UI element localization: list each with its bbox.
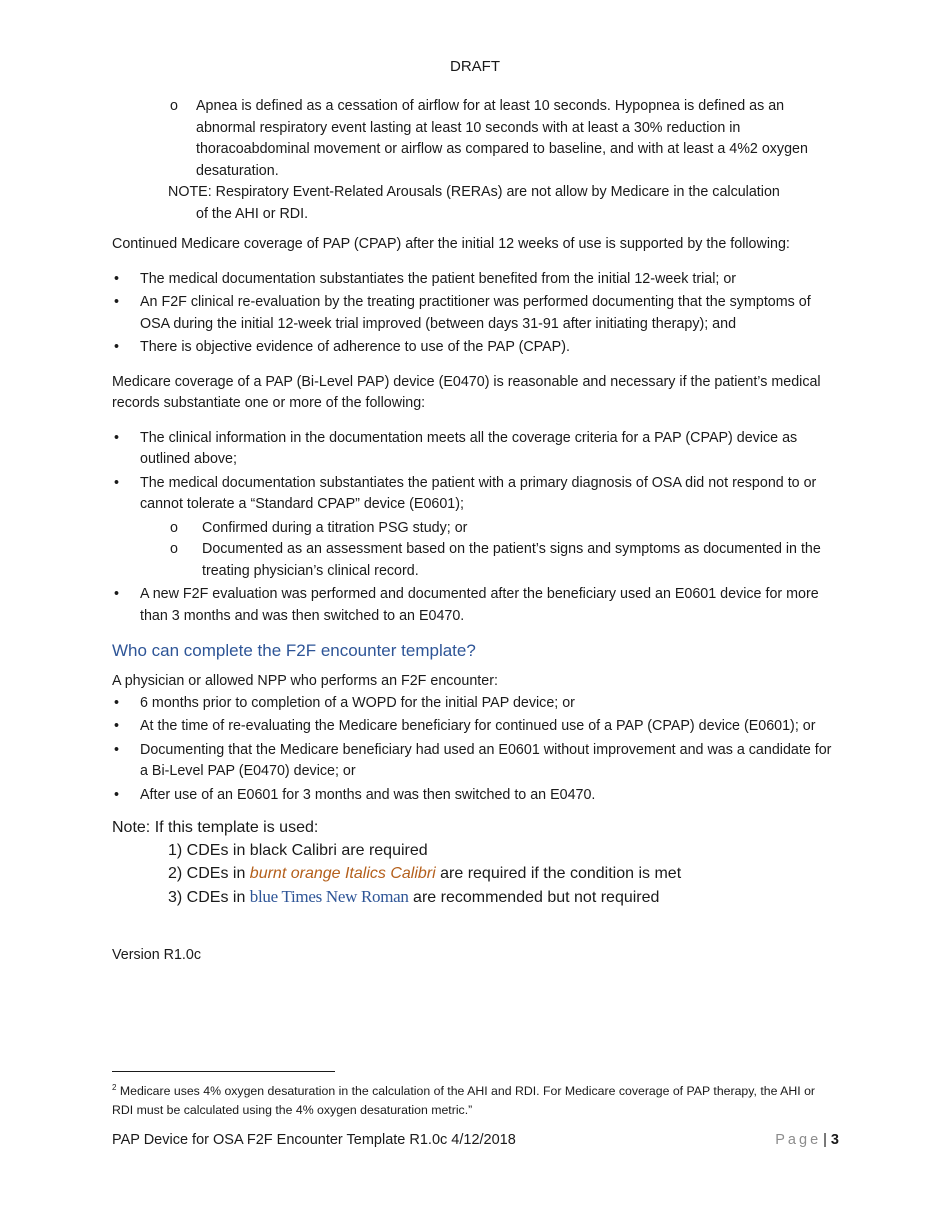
bullet-text: After use of an E0601 for 3 months and was then switched to an E0470. xyxy=(140,786,596,803)
note-line-1: 1) CDEs in black Calibri are required xyxy=(168,842,428,859)
bullet-text: The medical documentation substantiates the patient benefited from the initial 12-week trial; or xyxy=(140,270,737,287)
apnea-definition: Apnea is defined as a cessation of airflow for at least 10 seconds. Hypopnea is defined as an abnormal respiratory event lasting at least 10 seconds with at least a 30% reduction in thoracoabdominal movement or airflow as compared to baseline, and with at least a 4%2 oxygen desaturation. xyxy=(196,98,808,179)
page-word: Page xyxy=(775,1132,822,1148)
list-item xyxy=(112,740,837,783)
list-item xyxy=(112,716,837,738)
bullet-icon: • xyxy=(114,586,120,602)
sub-text: Confirmed during a titration PSG study; or xyxy=(202,519,468,536)
footnote-number: 2 xyxy=(112,1083,117,1092)
note-title: Note: If this template is used: xyxy=(112,819,319,836)
note-line-2-pre: 2) CDEs in xyxy=(168,865,250,882)
page-content xyxy=(112,96,837,967)
version-label: Version R1.0c xyxy=(112,947,202,963)
bullet-icon: • xyxy=(114,429,120,446)
sub-item xyxy=(112,539,837,582)
circle-bullet-icon: o xyxy=(170,541,178,557)
list-item xyxy=(112,337,837,359)
bullet-icon: • xyxy=(114,270,120,287)
note-line-2-orange: burnt orange Italics Calibri xyxy=(249,865,436,882)
bullet-text: 6 months prior to completion of a WOPD for the initial PAP device; or xyxy=(140,694,575,711)
footnote-text: Medicare uses 4% oxygen desaturation in the calculation of the AHI and RDI. For Medicare coverage of PAP therapy, the AHI or RDI must be calculated using the 4% oxygen desaturation metric.” xyxy=(112,1084,816,1117)
note-line-2-post: are required if the condition is met xyxy=(435,865,682,882)
list-item xyxy=(112,693,837,715)
bullet-icon: • xyxy=(114,786,120,803)
bilevel-bullets xyxy=(112,428,837,628)
footnote xyxy=(112,1079,837,1119)
continued-bullets xyxy=(112,269,837,359)
bullet-icon: • xyxy=(114,474,120,491)
rera-note-line2: of the AHI or RDI. xyxy=(196,205,309,222)
bullet-icon: • xyxy=(114,294,120,310)
list-item xyxy=(112,473,837,583)
bullet-icon: • xyxy=(114,741,120,758)
bullet-icon: • xyxy=(114,694,120,711)
list-item xyxy=(112,785,837,807)
who-intro: A physician or allowed NPP who performs an F2F encounter: xyxy=(112,673,498,689)
note-line-3-pre: 3) CDEs in xyxy=(168,889,250,906)
apnea-list xyxy=(112,96,837,182)
rera-note-line1: NOTE: Respiratory Event-Related Arousals (RERAs) are not allow by Medicare in the calculation xyxy=(168,184,780,200)
bullet-text: At the time of re-evaluating the Medicare beneficiary for continued use of a PAP (CPAP) device (E0601); or xyxy=(140,718,816,734)
list-item xyxy=(112,96,837,182)
note-line-2 xyxy=(112,862,837,885)
note-line-3-post: are recommended but not required xyxy=(408,889,660,906)
note-line-3-blue: blue Times New Roman xyxy=(249,887,409,906)
page-number: 3 xyxy=(830,1132,839,1148)
bullet-text: The medical documentation substantiates the patient with a primary diagnosis of OSA did not respond to or cannot tolerate a “Standard CPAP” device (E0601); xyxy=(140,474,817,512)
sub-text: Documented as an assessment based on the patient’s signs and symptoms as documented in the treating physician’s clinical record. xyxy=(202,541,821,579)
list-item xyxy=(112,269,837,291)
bullet-text: An F2F clinical re-evaluation by the treating practitioner was performed documenting that the symptoms of OSA during the initial 12-week trial improved (between days 31-91 after initiating therapy); and xyxy=(140,294,811,332)
continued-intro: Continued Medicare coverage of PAP (CPAP) after the initial 12 weeks of use is supported by the following: xyxy=(112,236,790,252)
bullet-icon: • xyxy=(114,718,120,734)
bilevel-intro: Medicare coverage of a PAP (Bi-Level PAP) device (E0470) is reasonable and necessary if the patient’s medical records substantiate one or more of the following: xyxy=(112,373,821,411)
footer-title: PAP Device for OSA F2F Encounter Template R1.0c 4/12/2018 xyxy=(112,1132,516,1148)
note-line-3 xyxy=(112,885,837,909)
list-item xyxy=(112,292,837,335)
circle-bullet-icon: o xyxy=(170,98,178,114)
bullet-text: The clinical information in the documentation meets all the coverage criteria for a PAP (CPAP) device as outlined above; xyxy=(140,429,798,467)
list-item xyxy=(112,584,837,627)
bullet-text: Documenting that the Medicare beneficiary had used an E0601 without improvement and was a candidate for a Bi-Level PAP (E0470) device; or xyxy=(140,741,832,779)
page-indicator xyxy=(775,1132,839,1148)
bullet-icon: • xyxy=(114,339,120,355)
rera-note xyxy=(112,182,837,225)
who-bullets xyxy=(112,693,837,807)
circle-bullet-icon: o xyxy=(170,519,178,536)
bullet-text: There is objective evidence of adherence to use of the PAP (CPAP). xyxy=(140,339,570,355)
sub-item xyxy=(112,518,837,540)
footnote-divider xyxy=(112,1071,335,1072)
template-note xyxy=(112,816,837,909)
list-item xyxy=(112,428,837,471)
page-separator: | xyxy=(823,1132,827,1148)
bullet-text: A new F2F evaluation was performed and documented after the beneficiary used an E0601 device for more than 3 months and was then switched to an E0470. xyxy=(140,586,819,624)
page-footer xyxy=(112,1132,839,1148)
who-heading: Who can complete the F2F encounter template? xyxy=(112,641,476,660)
draft-header: DRAFT xyxy=(450,58,500,75)
